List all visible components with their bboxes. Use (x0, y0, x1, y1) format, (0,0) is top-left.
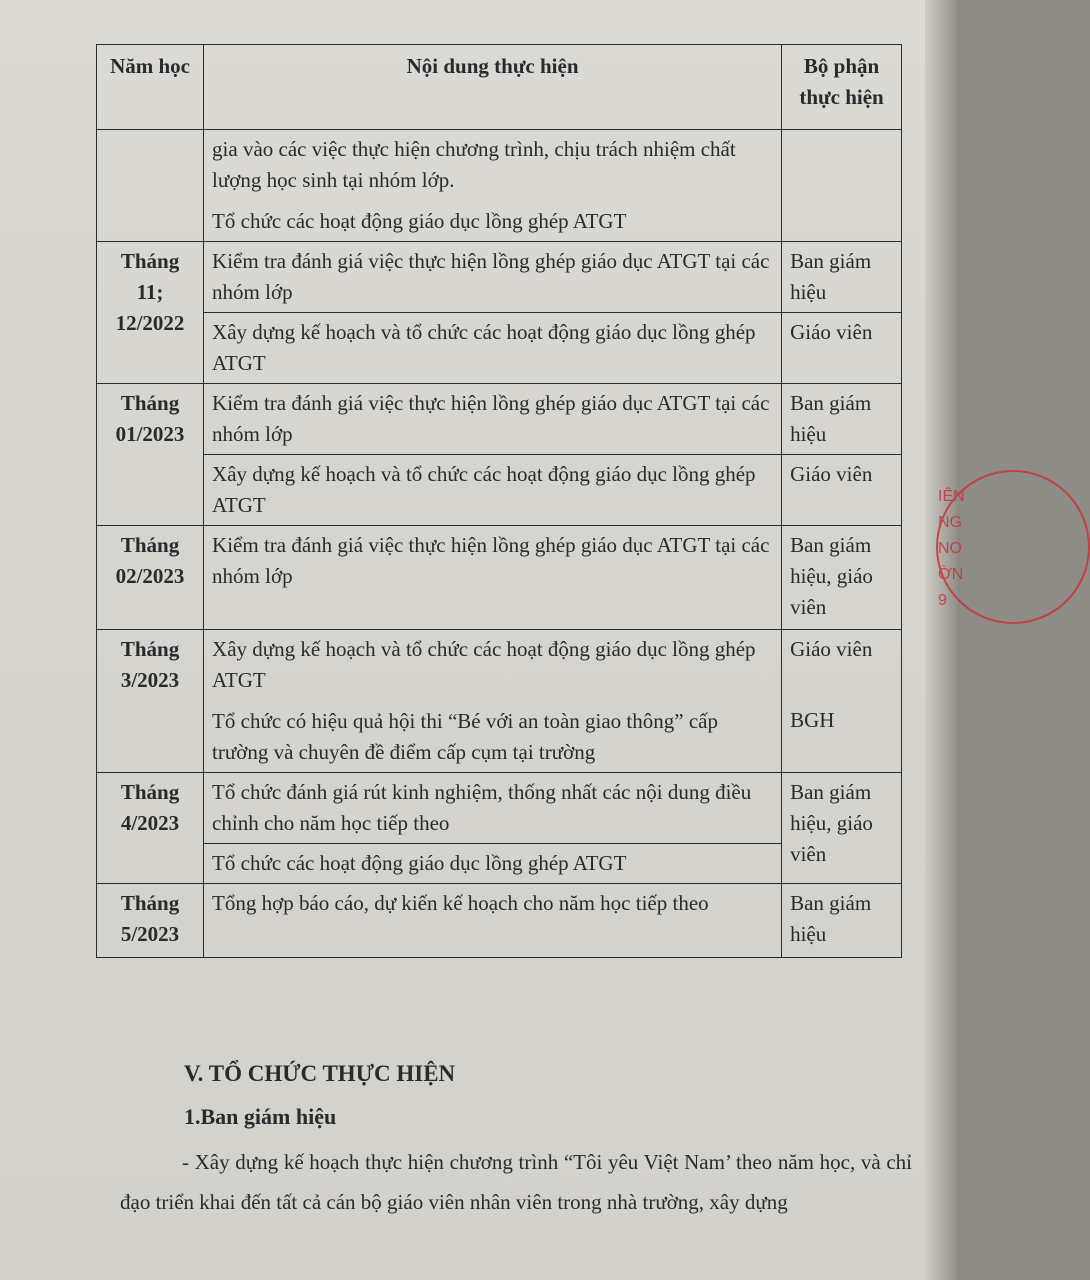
content-text: Tổ chức các hoạt động giáo dục lồng ghép ATGT (212, 209, 627, 233)
content-cell: Kiểm tra đánh giá việc thực hiện lồng ghép giáo dục ATGT tại các nhóm lớp (204, 384, 782, 455)
stamp-text (938, 484, 965, 614)
month-cell: Tháng 02/2023 (97, 526, 204, 630)
content-cell: Xây dựng kế hoạch và tổ chức các hoạt động giáo dục lồng ghép ATGT (204, 455, 782, 526)
section-heading: V. TỔ CHỨC THỰC HIỆN (184, 1061, 456, 1086)
page-edge-shadow (925, 0, 960, 1280)
content-text: Xây dựng kế hoạch và tổ chức các hoạt động giáo dục lồng ghép ATGT (212, 637, 756, 692)
stamp-fragment: IÊN (938, 488, 965, 505)
month-cell: Tháng 01/2023 (97, 384, 204, 526)
content-cell: Tổ chức các hoạt động giáo dục lồng ghép ATGT (204, 844, 782, 884)
table-row (97, 455, 902, 526)
stamp-fragment: 9 (938, 592, 947, 609)
table-row (97, 384, 902, 455)
dept-cell: Ban giám hiệu, giáo viên (782, 773, 902, 884)
content-cell: Kiểm tra đánh giá việc thực hiện lồng ghép giáo dục ATGT tại các nhóm lớp (204, 242, 782, 313)
content-cell: Tổ chức đánh giá rút kinh nghiệm, thống nhất các nội dung điều chỉnh cho năm học tiếp theo (204, 773, 782, 844)
stamp-fragment: NO (938, 540, 962, 557)
content-cell (204, 630, 782, 773)
dept-cell: Ban giám hiệu (782, 884, 902, 958)
content-cell (204, 130, 782, 242)
table-row (97, 844, 902, 884)
section-paragraph: - Xây dựng kế hoạch thực hiện chương trình “Tôi yêu Việt Nam’ theo năm học, và chỉ đạo triển khai đến tất cả cán bộ giáo viên nhân viên trong nhà trường, xây dựng (120, 1150, 912, 1214)
table-row (97, 130, 902, 242)
stamp-fragment: ỜN (938, 566, 964, 583)
table-row (97, 526, 902, 630)
dept-cell: Ban giám hiệu (782, 242, 902, 313)
content-text: gia vào các việc thực hiện chương trình, chịu trách nhiệm chất lượng học sinh tại nhóm lớp. (212, 137, 736, 192)
header-year: Năm học (97, 45, 204, 130)
content-cell: Xây dựng kế hoạch và tổ chức các hoạt động giáo dục lồng ghép ATGT (204, 313, 782, 384)
dept-cell: Ban giám hiệu, giáo viên (782, 526, 902, 630)
dept-cell: Giáo viên (782, 455, 902, 526)
table-row (97, 630, 902, 773)
header-dept: Bộ phận thực hiện (782, 45, 902, 130)
table-row (97, 884, 902, 958)
month-cell: Tháng 3/2023 (97, 630, 204, 773)
dept-text: Giáo viên (790, 637, 873, 661)
month-cell: Tháng 5/2023 (97, 884, 204, 958)
content-cell: Tổng hợp báo cáo, dự kiến kế hoạch cho năm học tiếp theo (204, 884, 782, 958)
plan-table (96, 44, 902, 958)
dept-cell: Ban giám hiệu (782, 384, 902, 455)
red-stamp (930, 470, 965, 630)
stamp-fragment: NG (938, 514, 962, 531)
section-subheading: 1.Ban giám hiệu (184, 1104, 337, 1129)
header-content: Nội dung thực hiện (204, 45, 782, 130)
year-cell-empty (97, 130, 204, 242)
month-cell: Tháng 11; 12/2022 (97, 242, 204, 384)
table-header-row (97, 45, 902, 130)
dept-cell (782, 630, 902, 773)
content-cell: Kiểm tra đánh giá việc thực hiện lồng ghép giáo dục ATGT tại các nhóm lớp (204, 526, 782, 630)
dept-text: BGH (790, 708, 835, 732)
dept-cell-empty (782, 130, 902, 242)
table-row (97, 313, 902, 384)
table-row (97, 773, 902, 844)
dept-cell: Giáo viên (782, 313, 902, 384)
content-text: Tổ chức có hiệu quả hội thi “Bé với an toàn giao thông” cấp trường và chuyên đề điểm cấp cụm tại trường (212, 709, 718, 764)
month-cell: Tháng 4/2023 (97, 773, 204, 884)
table-row (97, 242, 902, 313)
